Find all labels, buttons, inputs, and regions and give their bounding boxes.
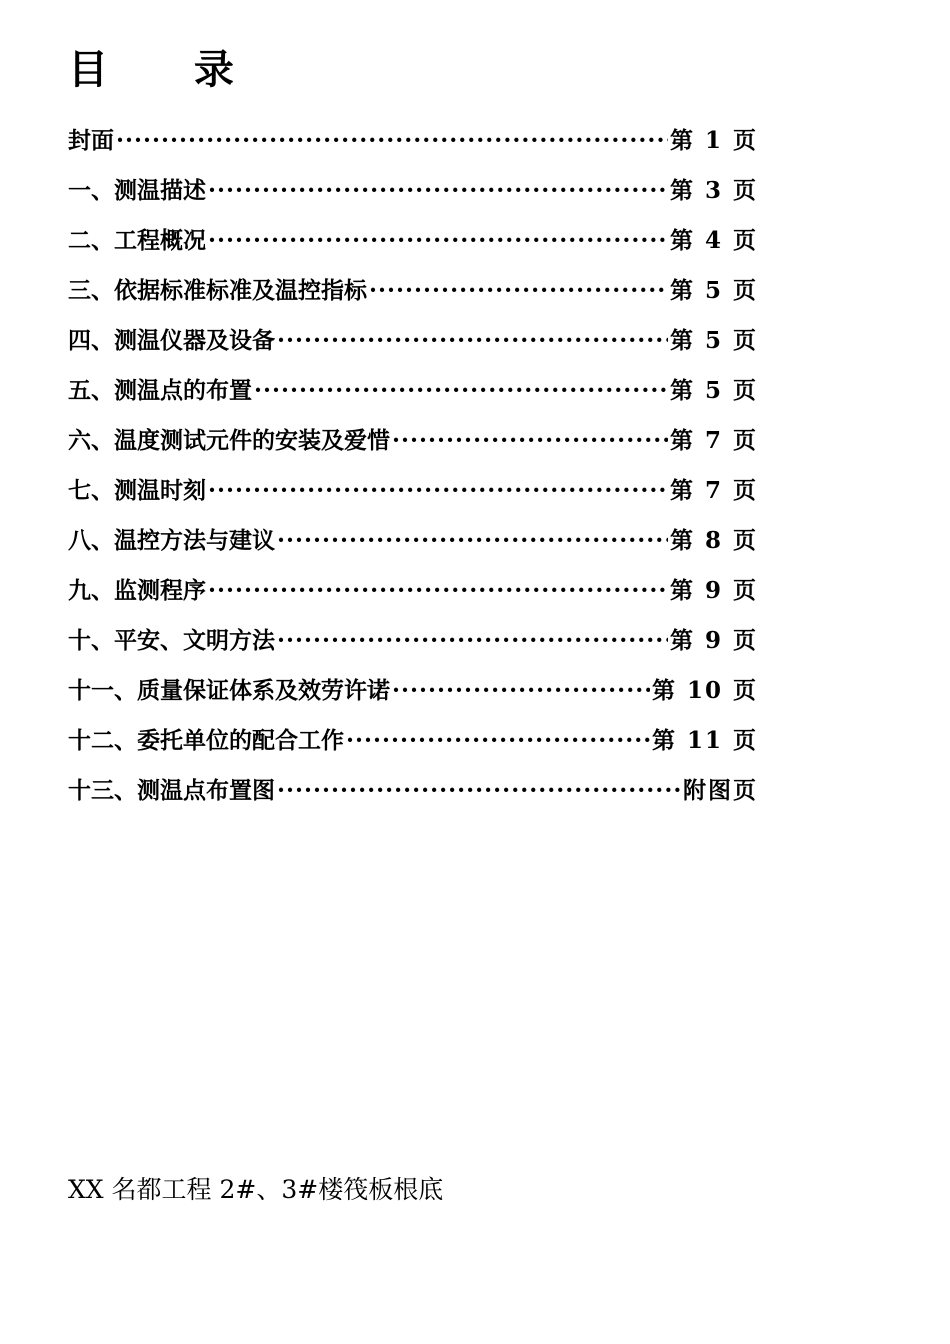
toc-entry-page: 第 10 页 bbox=[651, 677, 758, 704]
toc-entry-page: 第 8 页 bbox=[669, 527, 758, 554]
toc-entry-1[interactable] bbox=[68, 172, 758, 222]
toc-entry-label: 七、测温时刻 bbox=[68, 477, 206, 504]
toc-entry-page: 第 9 页 bbox=[669, 577, 758, 604]
toc-entry-12[interactable] bbox=[68, 722, 758, 772]
toc-entry-3[interactable] bbox=[68, 272, 758, 322]
toc-entry-page: 第 7 页 bbox=[669, 477, 758, 504]
toc-entry-label: 十三、测温点布置图 bbox=[68, 777, 275, 804]
toc-entry-page: 第 5 页 bbox=[669, 377, 758, 404]
toc-dot-leader bbox=[208, 477, 668, 504]
toc-entry-label: 十、平安、文明方法 bbox=[68, 627, 275, 654]
toc-entry-page: 第 1 页 bbox=[669, 127, 758, 154]
toc-dot-leader bbox=[208, 577, 668, 604]
toc-entry-11[interactable] bbox=[68, 672, 758, 722]
toc-dot-leader bbox=[369, 277, 668, 304]
toc-dot-leader bbox=[392, 677, 650, 704]
toc-entry-label: 五、测温点的布置 bbox=[68, 377, 252, 404]
toc-entry-label: 三、依据标准标准及温控指标 bbox=[68, 277, 367, 304]
toc-entry-6[interactable] bbox=[68, 422, 758, 472]
toc-dot-leader bbox=[208, 227, 668, 254]
page-title: 目 录 bbox=[68, 46, 270, 93]
toc-entry-page: 第 3 页 bbox=[669, 177, 758, 204]
toc-entry-label: 二、工程概况 bbox=[68, 227, 206, 254]
toc-entry-9[interactable] bbox=[68, 572, 758, 622]
toc-entry-13[interactable] bbox=[68, 772, 758, 822]
toc-entry-4[interactable] bbox=[68, 322, 758, 372]
toc-entry-label: 封面 bbox=[68, 127, 114, 154]
toc-dot-leader bbox=[208, 177, 668, 204]
toc-entry-label: 十二、委托单位的配合工作 bbox=[68, 727, 344, 754]
toc-entry-page: 第 4 页 bbox=[669, 227, 758, 254]
toc-entry-5[interactable] bbox=[68, 372, 758, 422]
toc-entry-label: 六、温度测试元件的安装及爱惜 bbox=[68, 427, 390, 454]
toc-entry-7[interactable] bbox=[68, 472, 758, 522]
toc-entry-label: 九、监测程序 bbox=[68, 577, 206, 604]
toc-entry-label: 十一、质量保证体系及效劳许诺 bbox=[68, 677, 390, 704]
toc-dot-leader bbox=[116, 127, 668, 154]
toc-entry-8[interactable] bbox=[68, 522, 758, 572]
toc-dot-leader bbox=[277, 527, 668, 554]
toc-entry-10[interactable] bbox=[68, 622, 758, 672]
toc-dot-leader bbox=[277, 627, 668, 654]
toc-entry-cover[interactable] bbox=[68, 122, 758, 172]
toc-entry-page: 第 11 页 bbox=[651, 727, 758, 754]
toc-dot-leader bbox=[346, 727, 650, 754]
toc-dot-leader bbox=[392, 427, 668, 454]
toc-entry-page: 第 5 页 bbox=[669, 327, 758, 354]
toc-entry-label: 一、测温描述 bbox=[68, 177, 206, 204]
toc-entry-label: 八、温控方法与建议 bbox=[68, 527, 275, 554]
toc-entry-page: 附图页 bbox=[683, 777, 758, 804]
toc-dot-leader bbox=[277, 777, 681, 804]
toc-entry-label: 四、测温仪器及设备 bbox=[68, 327, 275, 354]
toc-dot-leader bbox=[277, 327, 668, 354]
table-of-contents bbox=[68, 122, 758, 822]
toc-entry-page: 第 5 页 bbox=[669, 277, 758, 304]
toc-entry-2[interactable] bbox=[68, 222, 758, 272]
toc-dot-leader bbox=[254, 377, 668, 404]
toc-entry-page: 第 9 页 bbox=[669, 627, 758, 654]
toc-entry-page: 第 7 页 bbox=[669, 427, 758, 454]
document-footer-title: XX 名都工程 2#、3#楼筏板根底 bbox=[68, 1175, 444, 1204]
